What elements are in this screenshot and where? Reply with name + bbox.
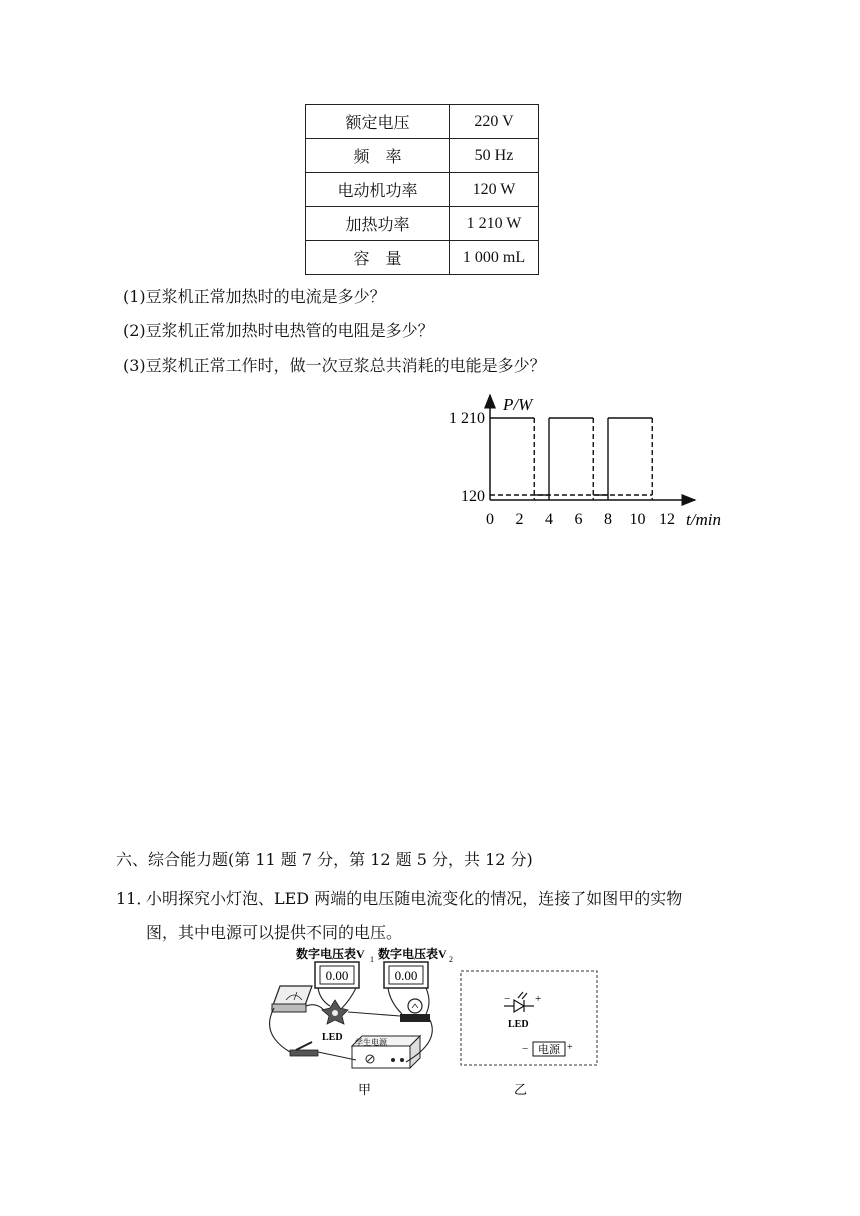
voltmeter-2-sub: 2 bbox=[449, 955, 453, 964]
x-tick-label: 12 bbox=[659, 511, 675, 528]
voltmeter-1-sub: 1 bbox=[370, 955, 374, 964]
table-cell-value: 50 Hz bbox=[450, 139, 539, 173]
voltmeter-1 bbox=[315, 962, 359, 988]
table-cell-value: 1 000 mL bbox=[450, 241, 539, 275]
table-row bbox=[306, 241, 539, 275]
table-cell-label: 加热功率 bbox=[306, 207, 450, 241]
spec-table bbox=[305, 104, 539, 275]
question-11-line-1: 小明探究小灯泡、LED 两端的电压随电流变化的情况，连接了如图甲的实物 bbox=[146, 889, 683, 908]
x-tick-label: 6 bbox=[574, 511, 583, 528]
question-2: (2)豆浆机正常加热时电热管的电阻是多少？ bbox=[123, 321, 434, 340]
led-minus-sign: − bbox=[504, 993, 511, 1005]
table-row bbox=[306, 105, 539, 139]
power-supply-label: 学生电源 bbox=[355, 1038, 387, 1047]
y-tick-label: 1 210 bbox=[449, 410, 485, 427]
dashed-frame bbox=[461, 971, 597, 1065]
figure-yi bbox=[460, 970, 600, 1102]
power-minus-sign: − bbox=[522, 1043, 529, 1055]
switch-icon bbox=[290, 1042, 318, 1056]
table-cell-value: 1 210 W bbox=[450, 207, 539, 241]
voltmeter-2 bbox=[384, 962, 428, 988]
ammeter-icon bbox=[272, 986, 312, 1012]
y-axis-label: P/W bbox=[503, 395, 533, 414]
voltmeter-2-label: 数字电压表V bbox=[378, 947, 447, 961]
table-row bbox=[306, 139, 539, 173]
power-time-chart bbox=[430, 385, 750, 540]
x-axis-label: t/min bbox=[686, 510, 721, 529]
table-cell-label: 电动机功率 bbox=[306, 173, 450, 207]
table-cell-value: 120 W bbox=[450, 173, 539, 207]
voltmeter-1-label: 数字电压表V bbox=[296, 947, 365, 961]
x-tick-label: 8 bbox=[604, 511, 612, 528]
section-6-title: 六、综合能力题(第 11 题 7 分，第 12 题 5 分，共 12 分) bbox=[116, 850, 533, 869]
x-tick-label: 2 bbox=[515, 511, 524, 528]
question-1: (1)豆浆机正常加热时的电流是多少？ bbox=[123, 287, 386, 306]
power-plus-sign: + bbox=[567, 1042, 573, 1053]
table-cell-label: 频 率 bbox=[306, 139, 450, 173]
x-tick-label: 10 bbox=[629, 511, 646, 528]
figure-yi-caption: 乙 bbox=[514, 1082, 528, 1097]
figure-jia-caption: 甲 bbox=[358, 1082, 372, 1097]
table-row bbox=[306, 207, 539, 241]
question-11-line-2: 图，其中电源可以提供不同的电压。 bbox=[146, 923, 403, 942]
table-cell-value: 220 V bbox=[450, 105, 539, 139]
led-plus-sign: + bbox=[535, 993, 542, 1005]
y-tick-label: 120 bbox=[461, 488, 485, 505]
voltmeter-2-display: 0.00 bbox=[394, 968, 418, 983]
x-tick-label: 0 bbox=[486, 511, 494, 528]
figure-jia bbox=[250, 942, 453, 1102]
voltmeter-1-display: 0.00 bbox=[325, 968, 349, 983]
table-cell-label: 容 量 bbox=[306, 241, 450, 275]
table-cell-label: 额定电压 bbox=[306, 105, 450, 139]
bulb-icon bbox=[400, 999, 430, 1022]
question-3: (3)豆浆机正常工作时，做一次豆浆总共消耗的电能是多少？ bbox=[123, 356, 546, 375]
led-label: LED bbox=[322, 1032, 343, 1043]
question-number: 11． bbox=[116, 889, 153, 908]
table-row bbox=[306, 173, 539, 207]
power-symbol-label: 电源 bbox=[538, 1044, 560, 1056]
led-symbol-label: LED bbox=[508, 1019, 529, 1030]
x-tick-label: 4 bbox=[545, 511, 553, 528]
